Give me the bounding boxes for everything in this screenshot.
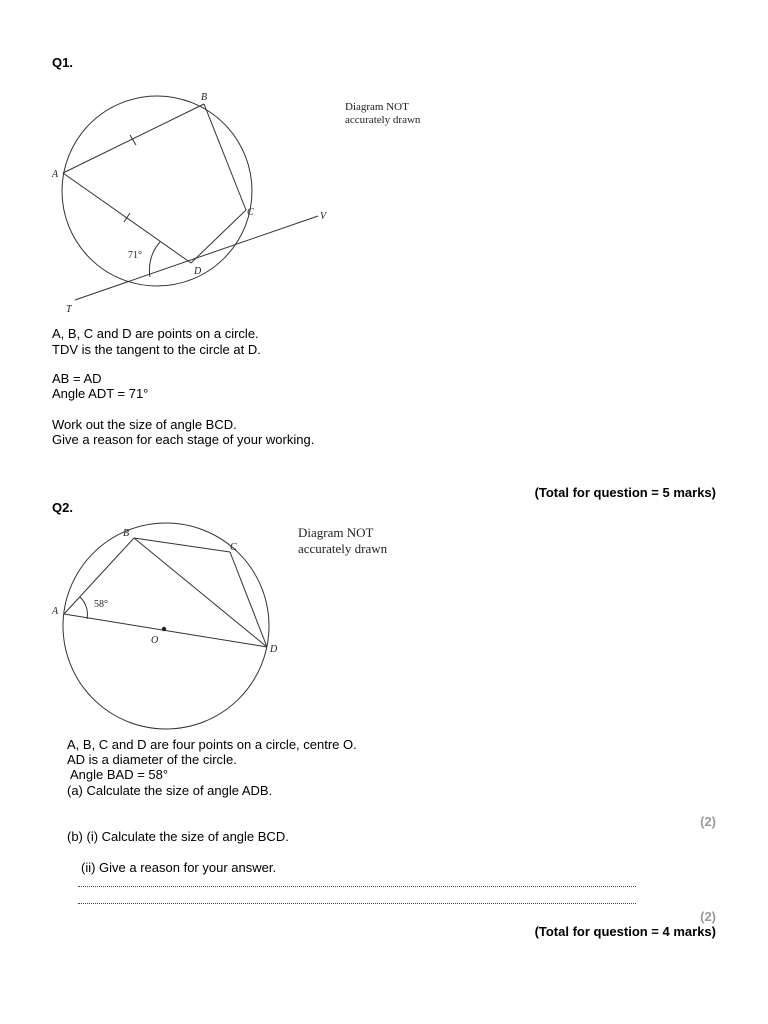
- q2-answer-line-2: [78, 903, 636, 904]
- q1-label: Q1.: [52, 55, 73, 70]
- q2-total-marks: (Total for question = 4 marks): [534, 924, 716, 939]
- q2-chord-bd: [134, 538, 267, 647]
- q1-angle-label: 71°: [128, 250, 142, 261]
- q1-point-t: T: [66, 304, 72, 315]
- q2-point-d: D: [270, 644, 278, 655]
- q2-chord-cd: [230, 552, 267, 647]
- q2-text-2: AD is a diameter of the circle.: [67, 752, 237, 767]
- q2-circle: [63, 523, 269, 729]
- q2-marks-a: (2): [700, 814, 716, 829]
- q1-chord-ab: [63, 104, 204, 173]
- q2-angle-arc: [80, 597, 87, 619]
- q2-text-1: A, B, C and D are four points on a circle, centre O.: [67, 737, 357, 752]
- q1-tick-ad: [124, 213, 130, 222]
- q1-point-c: C: [247, 207, 254, 218]
- q1-point-d: D: [194, 266, 202, 277]
- q2-point-b: B: [123, 528, 130, 539]
- q1-text-5: Work out the size of angle BCD.: [52, 417, 237, 432]
- q1-text-3: AB = AD: [52, 371, 102, 386]
- q1-total-marks: (Total for question = 5 marks): [534, 485, 716, 500]
- q1-tangent: [75, 216, 318, 300]
- q2-marks-b: (2): [700, 909, 716, 924]
- q1-chord-bc: [204, 104, 246, 210]
- q1-text-4: Angle ADT = 71°: [52, 386, 149, 401]
- q1-diagram-note: Diagram NOT accurately drawn: [345, 101, 421, 126]
- q1-text-1: A, B, C and D are points on a circle.: [52, 326, 259, 341]
- q1-chord-cd: [191, 210, 246, 263]
- q1-text-6: Give a reason for each stage of your working.: [52, 432, 315, 447]
- q1-diagram: [50, 88, 350, 318]
- q2-part-b-i: (b) (i) Calculate the size of angle BCD.: [67, 829, 289, 844]
- q2-answer-line-1: [78, 886, 636, 887]
- q2-centre-o: [162, 627, 166, 631]
- q1-point-b: B: [201, 92, 208, 103]
- q2-diagram-note: Diagram NOT accurately drawn: [298, 525, 388, 556]
- q1-text-2: TDV is the tangent to the circle at D.: [52, 342, 261, 357]
- q2-diagram: [50, 522, 290, 732]
- q2-point-o: O: [151, 635, 159, 646]
- q2-angle-label: 58°: [94, 599, 108, 610]
- q2-point-a: A: [52, 606, 59, 617]
- q2-text-3: Angle BAD = 58°: [70, 767, 169, 782]
- q2-text-4: (a) Calculate the size of angle ADB.: [67, 783, 273, 798]
- q2-part-b-ii: (ii) Give a reason for your answer.: [81, 860, 277, 875]
- q1-point-a: A: [52, 169, 59, 180]
- q2-label: Q2.: [52, 500, 73, 515]
- q2-point-c: C: [230, 542, 237, 553]
- q1-point-v: V: [320, 211, 327, 222]
- q1-circle: [62, 96, 252, 286]
- q1-angle-arc: [149, 242, 160, 277]
